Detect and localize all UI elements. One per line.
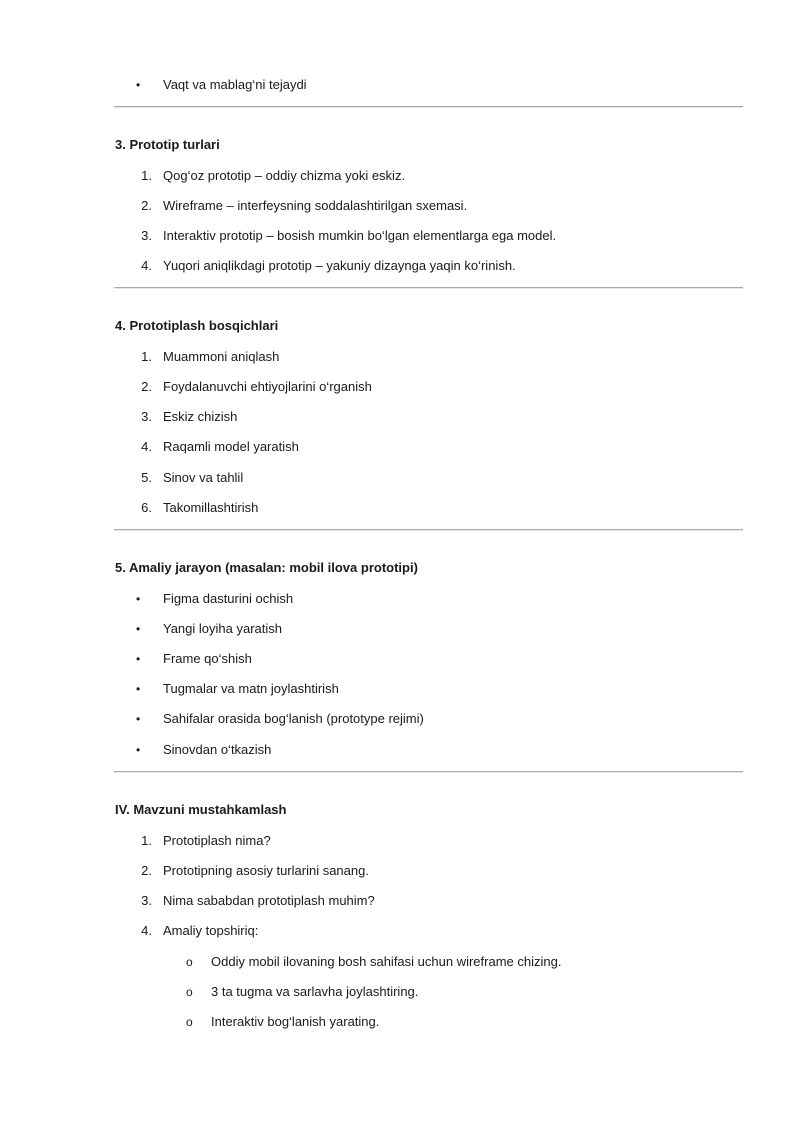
section-heading: IV. Mavzuni mustahkamlash	[115, 802, 287, 817]
list-bullet: •	[136, 78, 141, 92]
sublist-bullet: o	[186, 955, 193, 969]
list-number: 6.	[141, 500, 152, 515]
list-number: 2.	[141, 198, 152, 213]
list-number: 5.	[141, 470, 152, 485]
section-heading: 5. Amaliy jarayon (masalan: mobil ilova prototipi)	[115, 560, 418, 575]
list-item: Sinovdan o‘tkazish	[163, 742, 272, 757]
section-heading: 4. Prototiplash bosqichlari	[115, 318, 279, 333]
list-item: Yangi loyiha yaratish	[163, 621, 282, 636]
sublist-item: Interaktiv bog‘lanish yarating.	[211, 1014, 380, 1029]
horizontal-rule	[114, 287, 743, 289]
list-number: 3.	[141, 228, 152, 243]
list-number: 1.	[141, 168, 152, 183]
list-item: Eskiz chizish	[163, 409, 238, 424]
list-bullet: •	[136, 652, 141, 666]
list-number: 4.	[141, 439, 152, 454]
list-item: Raqamli model yaratish	[163, 439, 299, 454]
list-number: 2.	[141, 379, 152, 394]
list-item: Tugmalar va matn joylashtirish	[163, 681, 339, 696]
list-bullet: •	[136, 622, 141, 636]
list-item: Interaktiv prototip – bosish mumkin bo‘lgan elementlarga ega model.	[163, 228, 557, 243]
list-item: Yuqori aniqlikdagi prototip – yakuniy dizaynga yaqin ko‘rinish.	[163, 258, 516, 273]
list-bullet: •	[136, 592, 141, 606]
sublist-item: 3 ta tugma va sarlavha joylashtiring.	[211, 984, 419, 999]
list-item: Foydalanuvchi ehtiyojlarini o‘rganish	[163, 379, 372, 394]
list-item: Figma dasturini ochish	[163, 591, 294, 606]
section-heading: 3. Prototip turlari	[115, 137, 220, 152]
list-item: Vaqt va mablag‘ni tejaydi	[163, 77, 307, 92]
list-number: 1.	[141, 833, 152, 848]
list-bullet: •	[136, 743, 141, 757]
list-item: Sahifalar orasida bog‘lanish (prototype rejimi)	[163, 711, 424, 726]
list-number: 3.	[141, 409, 152, 424]
sublist-bullet: o	[186, 1015, 193, 1029]
list-bullet: •	[136, 712, 141, 726]
list-bullet: •	[136, 682, 141, 696]
horizontal-rule	[114, 771, 743, 773]
list-item: Qog‘oz prototip – oddiy chizma yoki eskiz.	[163, 168, 406, 183]
list-item: Takomillashtirish	[163, 500, 259, 515]
list-item: Sinov va tahlil	[163, 470, 244, 485]
sublist-bullet: o	[186, 985, 193, 999]
list-item: Nima sababdan prototiplash muhim?	[163, 893, 375, 908]
list-number: 2.	[141, 863, 152, 878]
horizontal-rule	[114, 529, 743, 531]
horizontal-rule	[114, 106, 743, 108]
list-item: Prototipning asosiy turlarini sanang.	[163, 863, 369, 878]
list-number: 4.	[141, 258, 152, 273]
list-item: Amaliy topshiriq:	[163, 923, 259, 938]
list-number: 4.	[141, 923, 152, 938]
list-number: 1.	[141, 349, 152, 364]
sublist-item: Oddiy mobil ilovaning bosh sahifasi uchun wireframe chizing.	[211, 954, 562, 969]
list-item: Muammoni aniqlash	[163, 349, 280, 364]
list-item: Wireframe – interfeysning soddalashtirilgan sxemasi.	[163, 198, 468, 213]
list-item: Prototiplash nima?	[163, 833, 271, 848]
list-number: 3.	[141, 893, 152, 908]
list-item: Frame qo‘shish	[163, 651, 252, 666]
